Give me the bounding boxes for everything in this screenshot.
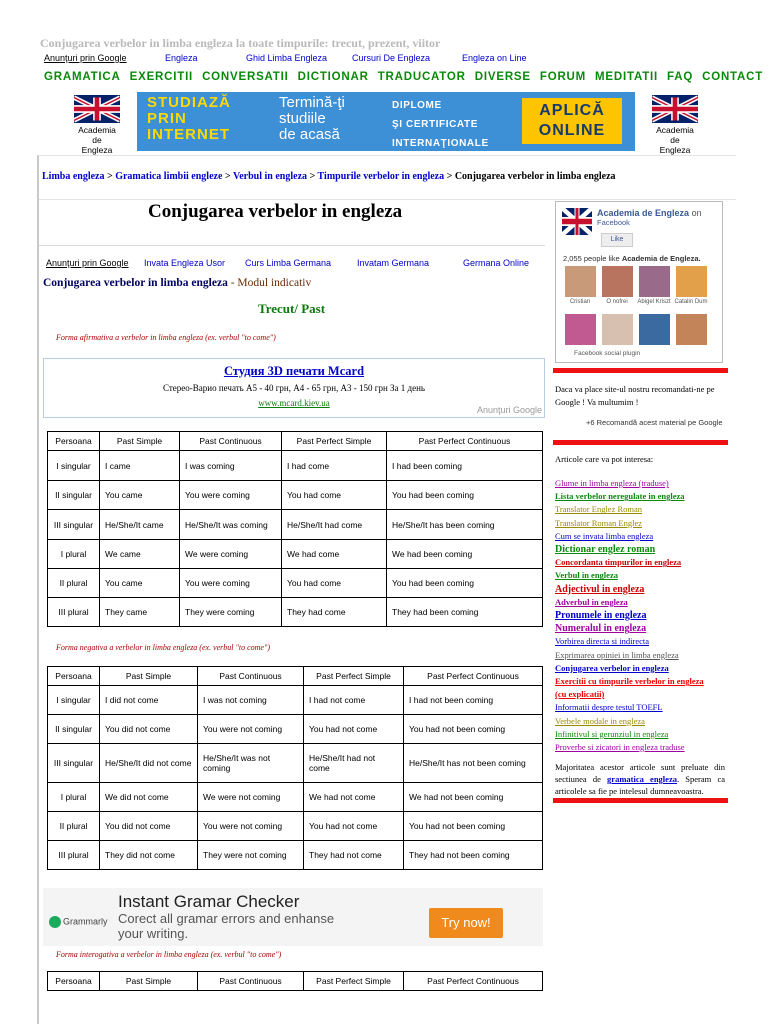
conjugation-cell: We had not come: [304, 783, 404, 812]
sidebar-note: Majoritatea acestor articole sunt preluate din sectiunea de gramatica engleza. Speram ca articolele sa fie pe intelesul dumneavoastra.: [555, 762, 725, 796]
main-nav: [44, 71, 768, 83]
conjugation-cell: We came: [100, 540, 180, 569]
google-ads-badge[interactable]: Anunţuri Google: [476, 405, 542, 415]
table-row: [48, 841, 543, 870]
fan-name[interactable]: Catalin Dum: [674, 299, 708, 305]
conjugation-cell: You had been coming: [387, 481, 543, 510]
google-plus-recommend[interactable]: +6 Recomandă acest material pe Google: [586, 418, 723, 427]
article-link[interactable]: Adjectivul in engleza: [555, 583, 645, 595]
conjugation-cell: I had not come: [304, 686, 404, 715]
fan-avatar[interactable]: [676, 314, 707, 345]
person-cell: I singular: [48, 686, 100, 715]
nav-item[interactable]: DICTIONAR: [297, 71, 369, 83]
fan-avatar[interactable]: [565, 266, 596, 297]
grammarly-logo: Grammarly: [49, 916, 108, 928]
conjugation-cell: They were not coming: [198, 841, 304, 870]
fan-name[interactable]: O nofrei: [606, 299, 628, 305]
grammar-link[interactable]: gramatica engleza: [607, 774, 677, 784]
table-row: [48, 540, 543, 569]
divider: [39, 245, 545, 246]
article-link[interactable]: Adverbul in engleza: [555, 596, 628, 607]
logo-text-right: Academia de Engleza: [656, 125, 694, 155]
conjugation-cell: We were coming: [180, 540, 282, 569]
person-cell: I plural: [48, 783, 100, 812]
conjugation-cell: I had been coming: [387, 451, 543, 481]
table-header: Past Perfect Simple: [304, 972, 404, 991]
nav-item[interactable]: CONVERSATII: [202, 71, 289, 83]
person-cell: III plural: [48, 841, 100, 870]
breadcrumb-separator: >: [309, 171, 316, 182]
conjugation-cell: I came: [100, 451, 180, 481]
nav-item[interactable]: EXERCITII: [129, 71, 194, 83]
fb-plugin-label: Facebook social plugin: [574, 350, 641, 357]
fan-avatar[interactable]: [676, 266, 707, 297]
grammarly-headline: Instant Gramar Checker: [118, 892, 300, 911]
banner-col2: Termină-ţi studiile de acasă: [279, 94, 345, 143]
person-cell: I singular: [48, 451, 100, 481]
table-header: Past Simple: [100, 972, 198, 991]
banner-col1: STUDIAZĂ PRIN INTERNET: [147, 94, 231, 143]
breadcrumb-link[interactable]: Limba engleza: [42, 171, 105, 182]
conjugation-cell: You had not been coming: [404, 715, 543, 744]
fb-like-count: 2,055 people like Academia de Engleza.: [563, 254, 701, 263]
conjugation-cell: You had not come: [304, 812, 404, 841]
fan-avatar[interactable]: [639, 266, 670, 297]
table-row: [48, 598, 543, 627]
conjugation-cell: You did not come: [100, 715, 198, 744]
table-header: Persoana: [48, 667, 100, 686]
conjugation-cell: You had been coming: [387, 569, 543, 598]
fb-network[interactable]: Facebook: [597, 218, 630, 227]
nav-item[interactable]: DIVERSE: [474, 71, 531, 83]
table-row: [48, 783, 543, 812]
article-link[interactable]: Proverbe si zicatori in engleza traduse: [555, 742, 685, 753]
mcard-ad-url[interactable]: www.mcard.kiev.ua: [258, 398, 330, 408]
google-ads-label[interactable]: Anunţuri prin Google: [44, 53, 127, 63]
conjugation-cell: I did not come: [100, 686, 198, 715]
uk-flag-icon[interactable]: [74, 95, 120, 123]
fan-avatar[interactable]: [602, 314, 633, 345]
conjugation-cell: You were coming: [180, 481, 282, 510]
nav-item[interactable]: MEDITATII: [595, 71, 659, 83]
nav-item[interactable]: GRAMATICA: [44, 71, 121, 83]
banner-ad[interactable]: [137, 92, 635, 151]
table-row: [48, 451, 543, 481]
conjugation-cell: You had come: [282, 569, 387, 598]
conjugation-cell: I was coming: [180, 451, 282, 481]
conjugation-cell: You did not come: [100, 812, 198, 841]
breadcrumb-separator: >: [107, 171, 113, 182]
article-link[interactable]: (cu explicatii): [555, 689, 605, 700]
article-link[interactable]: Conjugarea verbelor in engleza: [555, 662, 669, 673]
top-ad-link[interactable]: Ghid Limba Engleza: [246, 53, 328, 63]
try-now-button[interactable]: Try now!: [429, 908, 503, 938]
negative-label: Forma negativa a verbelor in limba engleza (ex. verbul "to come"): [56, 643, 270, 652]
conjugation-cell: He/She/It had come: [282, 510, 387, 540]
conjugation-cell: You had not been coming: [404, 812, 543, 841]
conjugation-cell: We had not been coming: [404, 783, 543, 812]
person-cell: III plural: [48, 598, 100, 627]
conjugation-cell: They did not come: [100, 841, 198, 870]
table-header: Past Continuous: [198, 667, 304, 686]
red-divider: [553, 440, 728, 445]
top-title: Conjugarea verbelor in limba engleza la toate timpurile: trecut, prezent, viitor: [40, 36, 441, 50]
conjugation-cell: We had come: [282, 540, 387, 569]
red-divider: [553, 798, 728, 803]
conjugation-cell: He/She/It has not been coming: [404, 744, 543, 783]
nav-item[interactable]: FAQ: [667, 71, 694, 83]
ad-link[interactable]: Invatam Germana: [357, 258, 430, 268]
article-link[interactable]: Numeralul in engleza: [555, 623, 647, 635]
breadcrumb-link[interactable]: Gramatica limbii engleze: [115, 171, 223, 182]
table-row: [48, 686, 543, 715]
conjugation-cell: You had come: [282, 481, 387, 510]
table-row: [48, 744, 543, 783]
conjugation-cell: You were not coming: [198, 812, 304, 841]
article-link[interactable]: Exprimarea opiniei in limba engleza: [555, 649, 679, 660]
top-ad-link[interactable]: Engleza: [165, 53, 198, 63]
article-link[interactable]: Dictionar englez roman: [555, 544, 656, 556]
article-link[interactable]: Verbele modale in engleza: [555, 715, 645, 726]
person-cell: II singular: [48, 481, 100, 510]
article-link[interactable]: Informatii despre testul TOEFL: [555, 702, 663, 713]
logo-text-left: Academia de Engleza: [78, 125, 116, 155]
table-header: Persoana: [48, 432, 100, 451]
breadcrumb: [42, 171, 616, 182]
ad-link[interactable]: Curs Limba Germana: [245, 258, 332, 268]
article-link[interactable]: Exercitii cu timpurile verbelor in engleza: [555, 676, 704, 687]
like-button[interactable]: Like: [601, 233, 633, 247]
article-link[interactable]: Cum se invata limba engleza: [555, 530, 654, 541]
breadcrumb-current: Conjugarea verbelor in limba engleza: [454, 171, 616, 182]
conjugation-cell: He/She/It has been coming: [387, 510, 543, 540]
person-cell: II plural: [48, 569, 100, 598]
person-cell: III singular: [48, 744, 100, 783]
conjugation-cell: I was not coming: [198, 686, 304, 715]
top-ad-link[interactable]: Cursuri De Engleza: [352, 53, 431, 63]
ad-link[interactable]: Invata Engleza Usor: [144, 258, 226, 268]
person-cell: III singular: [48, 510, 100, 540]
conjugation-cell: He/She/It was coming: [180, 510, 282, 540]
fan-name[interactable]: Abigel Kriszt: [637, 299, 671, 305]
nav-item[interactable]: FORUM: [539, 71, 587, 83]
table-row: [48, 569, 543, 598]
conjugation-cell: They had not been coming: [404, 841, 543, 870]
recommend-text: Daca va place site-ul nostru recomandati-ne pe Google ! Va multumim !: [555, 384, 715, 407]
nav-item[interactable]: TRADUCATOR: [377, 71, 466, 83]
conjugation-cell: He/She/It had not come: [304, 744, 404, 783]
table-header: Past Perfect Simple: [304, 667, 404, 686]
red-divider: [553, 368, 728, 373]
table-row: [48, 715, 543, 744]
conjugation-cell: He/She/It was not coming: [198, 744, 304, 783]
breadcrumb-separator: >: [446, 171, 453, 182]
conjugation-cell: They were coming: [180, 598, 282, 627]
section-heading: Trecut/ Past: [258, 301, 326, 316]
table-header: Past Perfect Continuous: [404, 667, 543, 686]
table-header: Persoana: [48, 972, 100, 991]
facebook-widget: [555, 201, 723, 363]
table-row: [48, 812, 543, 841]
uk-flag-icon[interactable]: [652, 95, 698, 123]
fan-avatar[interactable]: [602, 266, 633, 297]
conjugation-cell: They had come: [282, 598, 387, 627]
affirmative-label: Forma afirmativa a verbelor in limba engleza (ex. verbul "to come"): [56, 333, 276, 342]
page-title: Conjugarea verbelor in engleza: [148, 201, 403, 222]
nav-item[interactable]: CONTACT: [702, 71, 764, 83]
conjugation-cell: We did not come: [100, 783, 198, 812]
mcard-ad[interactable]: [43, 358, 545, 418]
banner-col3: DIPLOME ŞI CERTIFICATE INTERNAŢIONALE: [392, 100, 489, 149]
article-link[interactable]: Concordanta timpurilor in engleza: [555, 557, 682, 568]
fb-page-name[interactable]: Academia de Engleza on: [597, 208, 702, 218]
article-link[interactable]: Infinitivul si gerunziul in engleza: [555, 728, 669, 739]
person-cell: I plural: [48, 540, 100, 569]
banner-cta-button[interactable]: APLICĂ ONLINE: [522, 98, 622, 144]
article-link[interactable]: Glume in limba engleza (traduse): [555, 478, 669, 488]
affirmative-table: [47, 431, 543, 627]
fan-name[interactable]: Cristian: [569, 299, 591, 305]
conjugation-cell: I had not been coming: [404, 686, 543, 715]
table-row: [48, 510, 543, 540]
breadcrumb-link[interactable]: Verbul in engleza: [232, 171, 308, 182]
article-link[interactable]: Vorbirea directa si indirecta: [555, 636, 650, 647]
conjugation-cell: They came: [100, 598, 180, 627]
article-link[interactable]: Pronumele in engleza: [555, 610, 647, 622]
article-link[interactable]: Lista verbelor neregulate in engleza: [555, 491, 685, 502]
breadcrumb-link[interactable]: Timpurile verbelor in engleza: [317, 171, 445, 182]
person-cell: II singular: [48, 715, 100, 744]
person-cell: II plural: [48, 812, 100, 841]
conjugation-cell: He/She/It did not come: [100, 744, 198, 783]
grammarly-text: Corect all gramar errors and enhanse your writing.: [118, 911, 335, 941]
negative-table: [47, 666, 543, 870]
table-row: [48, 481, 543, 510]
left-border: [37, 198, 39, 1024]
conjugation-cell: You came: [100, 569, 180, 598]
conjugation-cell: You had not come: [304, 715, 404, 744]
breadcrumb-separator: >: [224, 171, 231, 182]
mcard-ad-title[interactable]: Студия 3D печати Mcard: [223, 364, 365, 378]
interrogative-table: [47, 971, 543, 991]
conjugation-cell: You were coming: [180, 569, 282, 598]
mcard-ad-desc: Стерео-Варио печать А5 - 40 грн, А4 - 65 грн, А3 - 150 грн За 1 день: [162, 383, 426, 393]
table-header: Past Perfect Continuous: [387, 432, 543, 451]
conjugation-cell: We had been coming: [387, 540, 543, 569]
table-header: Past Perfect Simple: [282, 432, 387, 451]
articles-list: [555, 477, 704, 754]
conjugation-cell: They had been coming: [387, 598, 543, 627]
top-ad-link[interactable]: Engleza on Line: [462, 53, 527, 63]
conjugation-cell: I had come: [282, 451, 387, 481]
conjugation-cell: They had not come: [304, 841, 404, 870]
google-ads-label[interactable]: Anunţuri prin Google: [46, 258, 129, 268]
table-header: Past Continuous: [180, 432, 282, 451]
conjugation-cell: He/She/It came: [100, 510, 180, 540]
table-header: Past Continuous: [198, 972, 304, 991]
interrogative-label: Forma interogativa a verbelor in limba engleza (ex. verbul "to come"): [56, 950, 282, 959]
ad-link[interactable]: Germana Online: [463, 258, 530, 268]
subtitle: Conjugarea verbelor in limba engleza - Modul indicativ: [43, 277, 312, 289]
page-logo-icon[interactable]: [562, 208, 592, 235]
conjugation-cell: We were not coming: [198, 783, 304, 812]
table-header: Past Perfect Continuous: [404, 972, 543, 991]
articles-heading: Articole care va pot interesa:: [555, 454, 654, 464]
fan-avatar[interactable]: [639, 314, 670, 345]
table-header: Past Simple: [100, 667, 198, 686]
article-link[interactable]: Translator Englez Roman: [555, 504, 643, 515]
table-header: Past Simple: [100, 432, 180, 451]
article-link[interactable]: Verbul in engleza: [555, 570, 618, 581]
top-ad-links: [0, 53, 768, 65]
fan-avatar[interactable]: [565, 314, 596, 345]
grammarly-ad[interactable]: [43, 888, 543, 946]
conjugation-cell: You came: [100, 481, 180, 510]
article-link[interactable]: Translator Roman Englez: [555, 517, 643, 528]
conjugation-cell: You were not coming: [198, 715, 304, 744]
grammarly-icon: [49, 916, 61, 928]
